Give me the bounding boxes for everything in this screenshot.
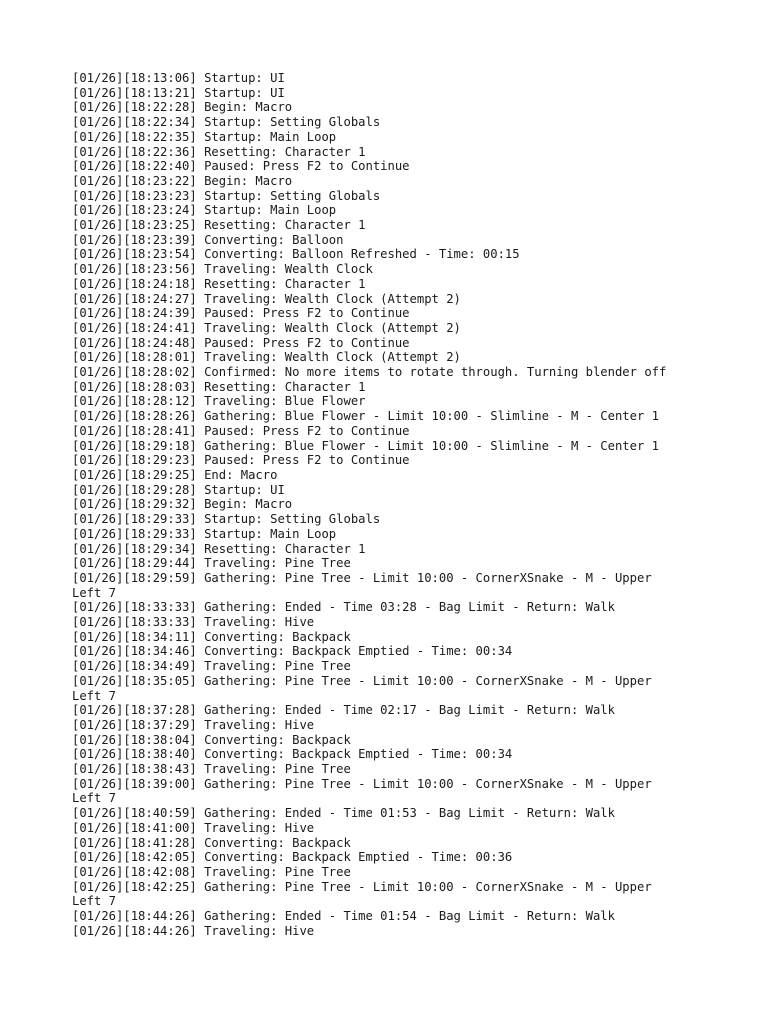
log-line: [01/26][18:22:40] Paused: Press F2 to Continue bbox=[72, 159, 410, 174]
log-line: [01/26][18:34:46] Converting: Backpack Emptied - Time: 00:34 bbox=[72, 644, 513, 659]
log-line: [01/26][18:23:22] Begin: Macro bbox=[72, 173, 293, 188]
log-line: [01/26][18:29:25] End: Macro bbox=[72, 467, 278, 482]
log-line: [01/26][18:34:11] Converting: Backpack bbox=[72, 629, 351, 644]
log-line: [01/26][18:28:01] Traveling: Wealth Clock (Attempt 2) bbox=[72, 350, 461, 365]
log-line: [01/26][18:29:18] Gathering: Blue Flower - Limit 10:00 - Slimline - M - Center 1 bbox=[72, 438, 659, 453]
log-line: [01/26][18:13:06] Startup: UI bbox=[72, 71, 285, 85]
log-line: [01/26][18:23:39] Converting: Balloon bbox=[72, 232, 344, 247]
log-line: [01/26][18:22:36] Resetting: Character 1 bbox=[72, 144, 366, 159]
log-line: [01/26][18:29:32] Begin: Macro bbox=[72, 497, 293, 512]
log-line: [01/26][18:28:26] Gathering: Blue Flower - Limit 10:00 - Slimline - M - Center 1 bbox=[72, 409, 659, 424]
log-line: Left 7 bbox=[72, 688, 117, 703]
log-line: [01/26][18:33:33] Gathering: Ended - Time 03:28 - Bag Limit - Return: Walk bbox=[72, 600, 615, 615]
log-line: [01/26][18:44:26] Gathering: Ended - Time 01:54 - Bag Limit - Return: Walk bbox=[72, 909, 615, 924]
log-line: [01/26][18:22:28] Begin: Macro bbox=[72, 100, 293, 115]
log-line: [01/26][18:23:23] Startup: Setting Globals bbox=[72, 188, 381, 203]
log-line: [01/26][18:33:33] Traveling: Hive bbox=[72, 615, 315, 630]
log-line: [01/26][18:29:23] Paused: Press F2 to Continue bbox=[72, 453, 410, 468]
log-line: [01/26][18:23:56] Traveling: Wealth Clock bbox=[72, 262, 373, 277]
log-line: [01/26][18:41:28] Converting: Backpack bbox=[72, 835, 351, 850]
log-line: [01/26][18:35:05] Gathering: Pine Tree - Limit 10:00 - CornerXSnake - M - Upper bbox=[72, 673, 652, 688]
log-line: Left 7 bbox=[72, 894, 117, 909]
log-line: [01/26][18:40:59] Gathering: Ended - Time 01:53 - Bag Limit - Return: Walk bbox=[72, 806, 615, 821]
log-line: [01/26][18:24:48] Paused: Press F2 to Continue bbox=[72, 335, 410, 350]
log-line: [01/26][18:42:05] Converting: Backpack Emptied - Time: 00:36 bbox=[72, 850, 513, 865]
log-line: [01/26][18:28:12] Traveling: Blue Flower bbox=[72, 394, 366, 409]
log-line: [01/26][18:23:25] Resetting: Character 1 bbox=[72, 218, 366, 233]
log-line: [01/26][18:29:33] Startup: Main Loop bbox=[72, 526, 337, 541]
log-line: [01/26][18:24:39] Paused: Press F2 to Continue bbox=[72, 306, 410, 321]
log-line: [01/26][18:37:28] Gathering: Ended - Time 02:17 - Bag Limit - Return: Walk bbox=[72, 703, 615, 718]
log-line: [01/26][18:28:03] Resetting: Character 1 bbox=[72, 379, 366, 394]
log-line: [01/26][18:23:54] Converting: Balloon Refreshed - Time: 00:15 bbox=[72, 247, 520, 262]
log-line: [01/26][18:29:59] Gathering: Pine Tree - Limit 10:00 - CornerXSnake - M - Upper bbox=[72, 570, 652, 585]
log-line: [01/26][18:24:41] Traveling: Wealth Clock (Attempt 2) bbox=[72, 320, 461, 335]
log-line: [01/26][18:44:26] Traveling: Hive bbox=[72, 923, 315, 938]
log-line: [01/26][18:29:44] Traveling: Pine Tree bbox=[72, 556, 351, 571]
log-line: [01/26][18:13:21] Startup: UI bbox=[72, 85, 285, 100]
log-line: [01/26][18:24:18] Resetting: Character 1 bbox=[72, 276, 366, 291]
log-line: [01/26][18:38:04] Converting: Backpack bbox=[72, 732, 351, 747]
log-line: [01/26][18:38:40] Converting: Backpack Emptied - Time: 00:34 bbox=[72, 747, 513, 762]
log-line: [01/26][18:29:33] Startup: Setting Globals bbox=[72, 512, 381, 527]
log-line: Left 7 bbox=[72, 585, 117, 600]
log-line: [01/26][18:42:08] Traveling: Pine Tree bbox=[72, 864, 351, 879]
log-line: [01/26][18:41:00] Traveling: Hive bbox=[72, 820, 315, 835]
log-line: [01/26][18:34:49] Traveling: Pine Tree bbox=[72, 659, 351, 674]
log-line: [01/26][18:39:00] Gathering: Pine Tree - Limit 10:00 - CornerXSnake - M - Upper bbox=[72, 776, 652, 791]
log-line: Left 7 bbox=[72, 791, 117, 806]
log-line: [01/26][18:29:34] Resetting: Character 1 bbox=[72, 541, 366, 556]
log-line: [01/26][18:37:29] Traveling: Hive bbox=[72, 717, 315, 732]
log-line: [01/26][18:42:25] Gathering: Pine Tree - Limit 10:00 - CornerXSnake - M - Upper bbox=[72, 879, 652, 894]
log-line: [01/26][18:28:41] Paused: Press F2 to Continue bbox=[72, 423, 410, 438]
log-line: [01/26][18:38:43] Traveling: Pine Tree bbox=[72, 762, 351, 777]
log-line: [01/26][18:29:28] Startup: UI bbox=[72, 482, 285, 497]
log-document bbox=[72, 71, 712, 938]
log-line: [01/26][18:28:02] Confirmed: No more items to rotate through. Turning blender off bbox=[72, 365, 667, 380]
log-line: [01/26][18:22:35] Startup: Main Loop bbox=[72, 129, 337, 144]
log-line: [01/26][18:22:34] Startup: Setting Globals bbox=[72, 115, 381, 130]
log-line: [01/26][18:24:27] Traveling: Wealth Clock (Attempt 2) bbox=[72, 291, 461, 306]
log-line: [01/26][18:23:24] Startup: Main Loop bbox=[72, 203, 337, 218]
